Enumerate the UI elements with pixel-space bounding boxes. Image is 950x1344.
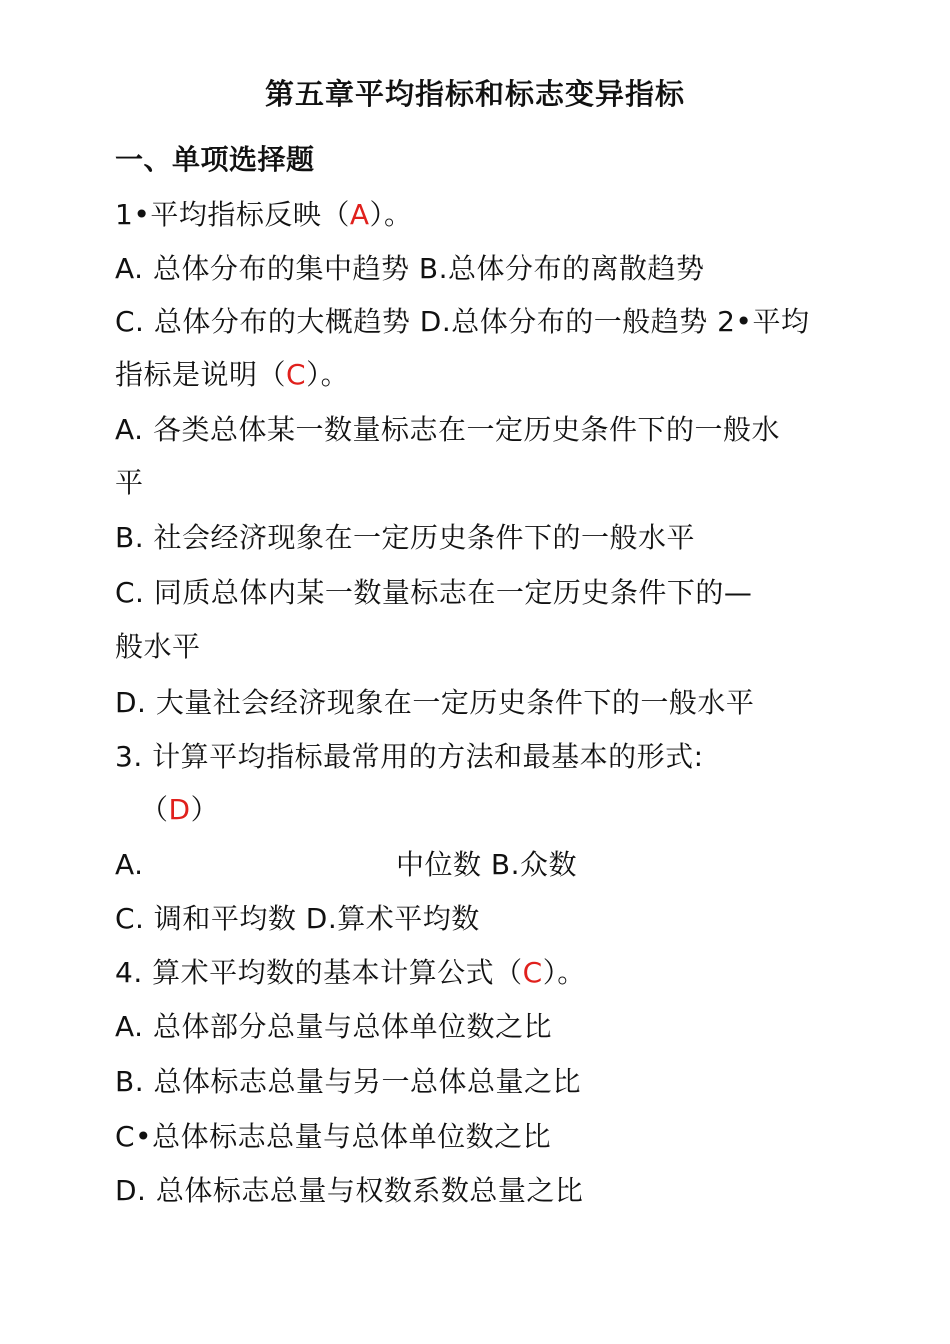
question-2-tail: ）。 — [306, 358, 350, 391]
question-3-options-cd: C. 调和平均数 D.算术平均数 — [115, 902, 480, 935]
question-1-answer: A — [349, 198, 370, 231]
question-2-text: 指标是说明（ — [115, 358, 287, 391]
question-1-options-cd: C. 总体分布的大概趋势 D.总体分布的一般趋势 2•平均 — [115, 305, 810, 338]
question-3-answer-close: ） — [190, 793, 220, 826]
question-2-option-b: B. 社会经济现象在一定历史条件下的一般水平 — [115, 521, 696, 554]
question-3-stem: 3. 计算平均指标最常用的方法和最基本的形式: — [115, 740, 704, 773]
question-2-option-c-cont: 般水平 — [115, 630, 201, 663]
question-2-option-a: A. 各类总体某一数量标志在一定历史条件下的一般水 — [115, 413, 780, 446]
question-3-option-a-label: A. — [115, 848, 144, 881]
question-4-stem — [115, 953, 875, 993]
question-1-options-ab: A. 总体分布的集中趋势 B.总体分布的离散趋势 — [115, 252, 705, 285]
question-4-text: 4. 算术平均数的基本计算公式（ — [115, 956, 523, 989]
question-4-answer: C — [522, 956, 543, 989]
question-1-tail: ）。 — [369, 198, 413, 231]
question-3-options-ab: 中位数 B.众数 — [396, 848, 578, 881]
question-4-tail: ）。 — [542, 956, 586, 989]
question-3-answer-line — [140, 790, 900, 830]
question-3-answer: D — [168, 793, 191, 826]
chapter-title: 第五章平均指标和标志变异指标 — [264, 77, 685, 111]
question-3-answer-open: （ — [140, 793, 169, 826]
question-4-option-b: B. 总体标志总量与另一总体总量之比 — [115, 1065, 582, 1098]
question-2-option-a-cont: 平 — [115, 466, 144, 499]
question-4-option-a: A. 总体部分总量与总体单位数之比 — [115, 1010, 552, 1043]
question-2-answer: C — [286, 358, 307, 391]
question-2-option-c: C. 同质总体内某一数量标志在一定历史条件下的— — [115, 576, 753, 609]
question-4-option-c: C•总体标志总量与总体单位数之比 — [115, 1120, 552, 1153]
question-4-option-d: D. 总体标志总量与权数系数总量之比 — [115, 1174, 584, 1207]
question-2-option-d: D. 大量社会经济现象在一定历史条件下的一般水平 — [115, 686, 755, 719]
question-1-stem — [115, 195, 875, 235]
question-1-text: 1•平均指标反映（ — [115, 198, 350, 231]
question-2-stem — [115, 355, 875, 395]
section-heading: 一、单项选择题 — [115, 143, 315, 176]
